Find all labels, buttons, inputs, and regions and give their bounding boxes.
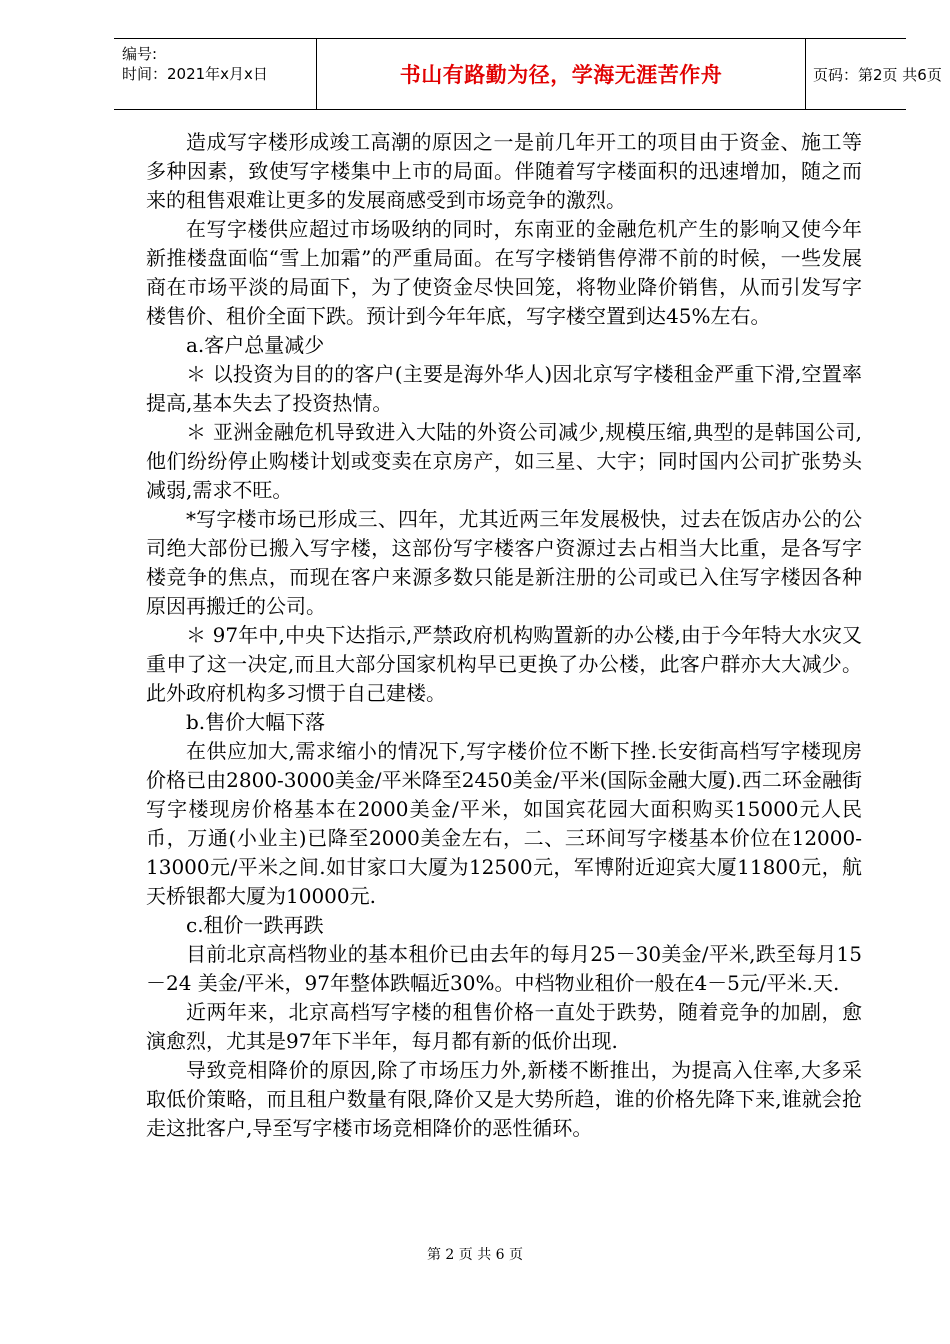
body-paragraph: 目前北京高档物业的基本租价已由去年的每月25－30美金/平米,跌至每月15－24 美金/平米，97年整体跌幅近30%。中档物业租价一般在4－5元/平米.天. — [146, 942, 862, 995]
header-meta-cell — [114, 39, 316, 109]
body-paragraph: 近两年来，北京高档写字楼的租售价格一直处于跌势，随着竞争的加剧，愈演愈烈，尤其是97年下半年，每月都有新的低价出现. — [146, 1000, 862, 1053]
bullet-paragraph: ＊ 97年中,中央下达指示,严禁政府机构购置新的办公楼,由于今年特大水灾又重申了这一决定,而且大部分国家机构早已更换了办公楼，此客户群亦大大减少。此外政府机构多习惯于自己建楼。 — [146, 623, 862, 705]
document-header — [114, 38, 942, 110]
document-body — [146, 128, 862, 1143]
header-motto-cell — [316, 39, 806, 109]
body-paragraph: 造成写字楼形成竣工高潮的原因之一是前几年开工的项目由于资金、施工等多种因素，致使写字楼集中上市的局面。伴随着写字楼面积的迅速增加，随之而来的租售艰难让更多的发展商感受到市场竞争的激烈。 — [146, 130, 862, 212]
document-date: 时间：2021年x月x日 — [122, 65, 268, 83]
section-heading: a.客户总量减少 — [186, 333, 325, 357]
header-page-cell — [805, 39, 942, 109]
page-footer: 第 2 页 共 6 页 — [426, 1247, 524, 1263]
section-heading: b.售价大幅下落 — [186, 710, 326, 734]
document-number-label: 编号: — [122, 45, 158, 63]
bullet-paragraph: *写字楼市场已形成三、四年，尤其近两三年发展极快，过去在饭店办公的公司绝大部份已搬入写字楼，这部份写字楼客户资源过去占相当大比重，是各写字楼竞争的焦点，而现在客户来源多数只能是新注册的公司或已入住写字楼因各种原因再搬迁的公司。 — [146, 507, 862, 618]
header-page-code: 页码：第2页 共6页 — [813, 65, 942, 84]
body-paragraph: 导致竞相降价的原因,除了市场压力外,新楼不断推出，为提高入住率,大多采取低价策略，而且租户数量有限,降价又是大势所趋，谁的价格先降下来,谁就会抢走这批客户,导至写字楼市场竞相降价的恶性循环。 — [146, 1058, 862, 1140]
body-paragraph: 在供应加大,需求缩小的情况下,写字楼价位不断下挫.长安街高档写字楼现房价格已由2800-3000美金/平米降至2450美金/平米(国际金融大厦).西二环金融街写字楼现房价格基本在2000美金/平米，如国宾花园大面积购买15000元人民币，万通(小业主)已降至2000美金左右，二、三环间写字楼基本价位在12000-13000元/平米之间.如甘家口大厦为12500元，军博附近迎宾大厦11800元，航天桥银都大厦为10000元. — [146, 739, 862, 908]
header-motto: 书山有路勤为径，学海无涯苦作舟 — [399, 63, 723, 87]
section-heading: c.租价一跌再跌 — [186, 913, 324, 937]
body-paragraph: 在写字楼供应超过市场吸纳的同时，东南亚的金融危机产生的影响又使今年新推楼盘面临“雪上加霜”的严重局面。在写字楼销售停滞不前的时候，一些发展商在市场平淡的局面下，为了使资金尽快回笼，将物业降价销售，从而引发写字楼售价、租价全面下跌。预计到今年年底，写字楼空置到达45%左右。 — [146, 217, 862, 328]
bullet-paragraph: ＊ 亚洲金融危机导致进入大陆的外资公司减少,规模压缩,典型的是韩国公司,他们纷纷停止购楼计划或变卖在京房产，如三星、大宇；同时国内公司扩张势头减弱,需求不旺。 — [146, 420, 862, 502]
bullet-paragraph: ＊ 以投资为目的的客户(主要是海外华人)因北京写字楼租金严重下滑,空置率提高,基本失去了投资热情。 — [146, 362, 862, 415]
